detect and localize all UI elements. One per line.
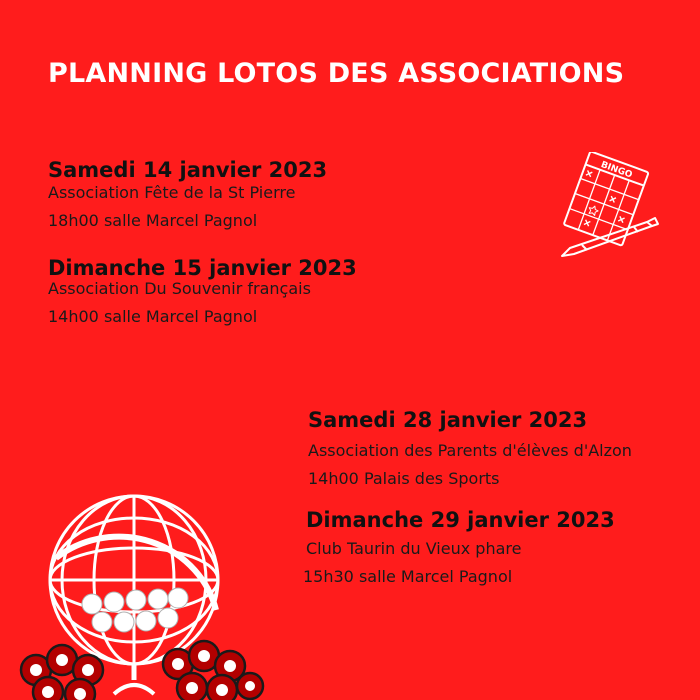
event-item: [48, 157, 327, 231]
event-details: 18h00 salle Marcel Pagnol: [48, 211, 258, 230]
page-title: PLANNING LOTOS DES ASSOCIATIONS: [48, 58, 625, 89]
bingo-balls-icon: [21, 641, 263, 700]
event-association: Association Du Souvenir français: [48, 279, 311, 298]
event-association: Association des Parents d'élèves d'Alzon: [308, 441, 632, 460]
event-date: Dimanche 29 janvier 2023: [306, 508, 615, 532]
bingo-card-icon: [552, 152, 662, 262]
event-item: [308, 407, 632, 489]
event-details: 14h00 Palais des Sports: [308, 469, 500, 488]
event-date: Samedi 28 janvier 2023: [308, 408, 588, 432]
event-date: Samedi 14 janvier 2023: [48, 158, 328, 182]
event-association: Club Taurin du Vieux phare: [306, 539, 522, 558]
event-item: [48, 255, 357, 327]
event-details: 15h30 salle Marcel Pagnol: [303, 567, 513, 586]
event-date: Dimanche 15 janvier 2023: [48, 256, 357, 280]
bingo-card-label: BINGO: [599, 160, 634, 181]
event-item: [303, 507, 615, 587]
event-association: Association Fête de la St Pierre: [48, 183, 296, 202]
bingo-cage-icon: [18, 480, 268, 700]
event-details: 14h00 salle Marcel Pagnol: [48, 307, 258, 326]
